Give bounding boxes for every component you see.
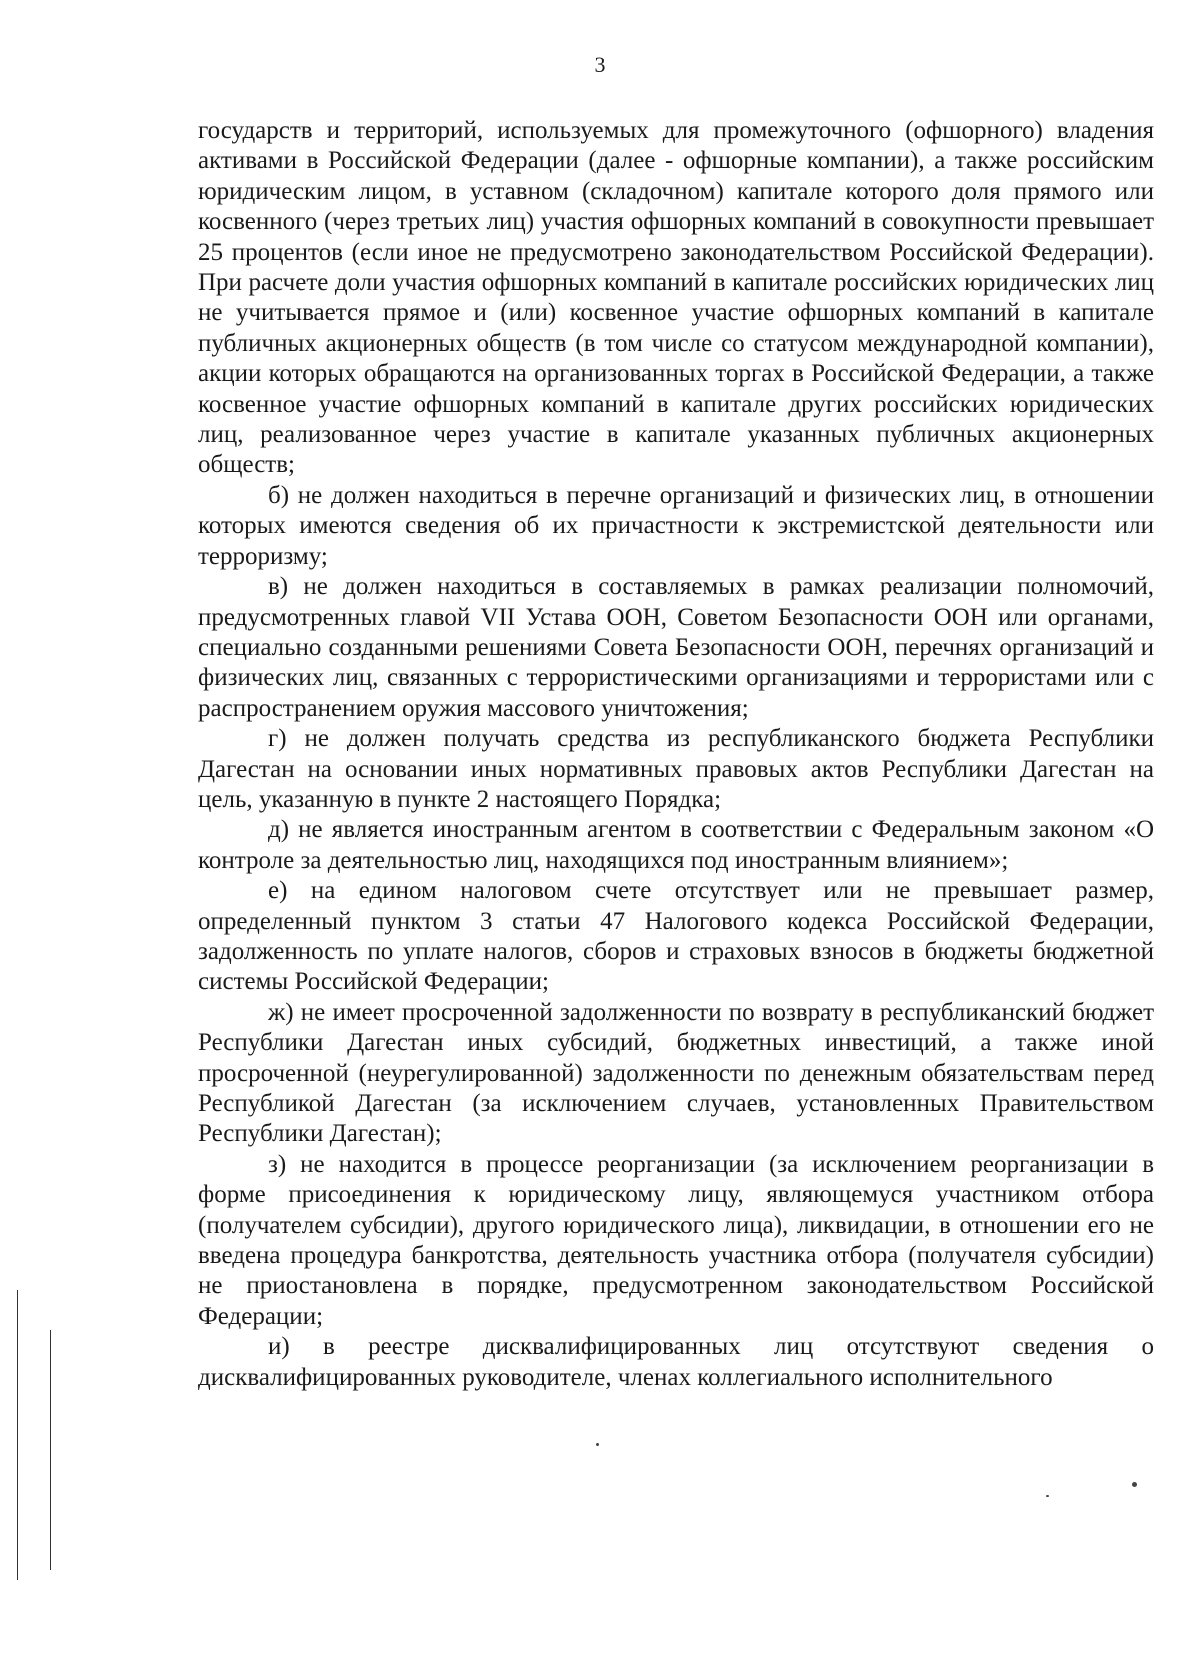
scan-margin-line bbox=[17, 1290, 18, 1580]
scan-speck bbox=[1046, 1495, 1049, 1497]
page-number: 3 bbox=[594, 52, 606, 77]
scan-speck bbox=[596, 1443, 599, 1446]
paragraph-offshore: государств и территорий, используемых для промежуточного (офшорного) владения активами в Российской Федерации (далее - офшорные компании), а также российским юридическим лицом, в уставном (складочном) капитале которого доля прямого или косвенного (через третьих лиц) участия офшорных компаний в совокупности превышает 25 процентов (если иное не предусмотрено законодательством Российской Федерации). При расчете доли участия офшорных компаний в капитале российских юридических лиц не учитывается прямое и (или) косвенное участие офшорных компаний в капитале публичных акционерных обществ (в том числе со статусом международной компании), акции которых обращаются на организованных торгах в Российской Федерации, а также косвенное участие офшорных компаний в капитале других российских юридических лиц, реализованное через участие в капитале указанных публичных акционерных обществ; bbox=[198, 117, 1154, 479]
paragraph-zh: ж) не имеет просроченной задолженности по возврату в республиканский бюджет Республики Дагестан иных субсидий, бюджетных инвестиций, а также иной просроченной (неурегулированной) задолженности по денежным обязательствам перед Республикой Дагестан (за исключением случаев, установленных Правительством Республики Дагестан); bbox=[198, 998, 1154, 1148]
paragraph-i: и) в реестре дисквалифицированных лиц отсутствуют сведения о дисквалифицированных руководителе, членах коллегиального исполнительного bbox=[198, 1333, 1154, 1391]
paragraph-v: в) не должен находиться в составляемых в рамках реализации полномочий, предусмотренных главой VII Устава ООН, Советом Безопасности ООН или органами, специально созданными решениями Совета Безопасности ООН, перечнях организаций и физических лиц, связанных с террористическими организациями и террористами или с распространением оружия массового уничтожения; bbox=[198, 573, 1154, 722]
paragraph-e: е) на едином налоговом счете отсутствует или не превышает размер, определенный пунктом 3 статьи 47 Налогового кодекса Российской Федерации, задолженность по уплате налогов, сборов и страховых взносов в бюджеты бюджетной системы Российской Федерации; bbox=[198, 877, 1154, 996]
paragraph-d: д) не является иностранным агентом в соответствии с Федеральным законом «О контроле за деятельностью лиц, находящихся под иностранным влиянием»; bbox=[198, 816, 1154, 874]
paragraph-z: з) не находится в процессе реорганизации (за исключением реорганизации в форме присоединения к юридическому лицу, являющемуся участником отбора (получателем субсидии), другого юридического лица), ликвидации, в отношении его не введена процедура банкротства, деятельность участника отбора (получателя субсидии) не приостановлена в порядке, предусмотренном законодательством Российской Федерации; bbox=[198, 1150, 1154, 1330]
scan-speck bbox=[1132, 1482, 1137, 1487]
paragraph-b: б) не должен находиться в перечне организаций и физических лиц, в отношении которых имеются сведения об их причастности к экстремистской деятельности или терроризму; bbox=[198, 481, 1154, 570]
document-body bbox=[198, 116, 1154, 1393]
paragraph-g: г) не должен получать средства из республиканского бюджета Республики Дагестан на основании иных нормативных правовых актов Республики Дагестан на цель, указанную в пункте 2 настоящего Порядка; bbox=[198, 725, 1154, 813]
scan-margin-line bbox=[50, 1330, 51, 1570]
